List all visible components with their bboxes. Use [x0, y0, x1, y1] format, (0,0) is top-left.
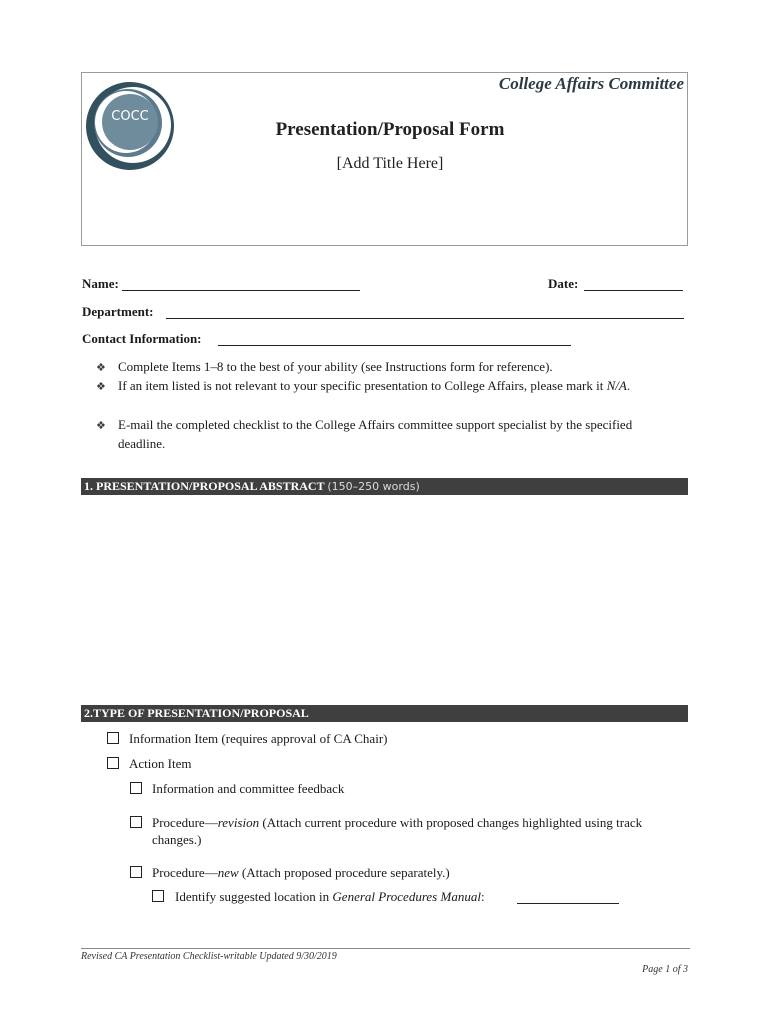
abstract-text-area[interactable] — [81, 496, 688, 701]
identify-location-label — [175, 888, 485, 905]
date-field[interactable] — [584, 290, 683, 291]
diamond-bullet-icon: ❖ — [96, 420, 106, 432]
procedure-revision-rest: (Attach current procedure with proposed changes highlighted using track changes.) — [152, 815, 643, 847]
instruction-emph: N/A — [606, 378, 627, 393]
name-field[interactable] — [122, 290, 360, 291]
instruction-item: E-mail the completed checklist to the College Affairs committee support specialist by the specified deadline. — [118, 417, 633, 451]
contact-label: Contact Information: — [82, 331, 202, 346]
footer-revision-note: Revised CA Presentation Checklist-writable Updated 9/30/2019 — [81, 951, 337, 962]
info-feedback-checkbox[interactable] — [130, 782, 142, 794]
procedure-new-prefix: Procedure— — [152, 865, 218, 880]
identify-location-checkbox[interactable] — [152, 890, 164, 902]
info-item-label: Information Item (requires approval of CA Chair) — [129, 731, 388, 746]
procedure-new-rest: (Attach proposed procedure separately.) — [238, 865, 450, 880]
form-subtitle[interactable]: [Add Title Here] — [336, 155, 444, 172]
action-item-label: Action Item — [129, 756, 192, 771]
name-label: Name: — [82, 276, 119, 291]
action-item-checkbox[interactable] — [107, 757, 119, 769]
footer-divider — [81, 948, 690, 949]
department-label: Department: — [82, 304, 154, 319]
identify-suffix: : — [480, 889, 485, 904]
diamond-bullet-icon: ❖ — [96, 381, 106, 393]
committee-name: College Affairs Committee — [498, 74, 684, 93]
procedure-revision-emph: revision — [217, 815, 260, 830]
section-abstract-header — [81, 478, 688, 495]
section-abstract-title: 1. PRESENTATION/PROPOSAL ABSTRACT — [84, 479, 325, 493]
procedure-new-label — [152, 864, 450, 881]
identify-emph: General Procedures Manual — [332, 889, 481, 904]
identify-prefix: Identify suggested location in — [175, 889, 333, 904]
procedure-new-emph: new — [217, 865, 239, 880]
procedure-revision-checkbox[interactable] — [130, 816, 142, 828]
logo-text: COCC — [111, 109, 149, 124]
identify-location-field[interactable] — [517, 903, 619, 904]
instruction-text: If an item listed is not relevant to your specific presentation to College Affairs, please mark it — [118, 378, 607, 393]
procedure-new-checkbox[interactable] — [130, 866, 142, 878]
section-type-header — [81, 705, 688, 722]
section-abstract-note: (150–250 words) — [327, 480, 420, 493]
form-title: Presentation/Proposal Form — [275, 119, 505, 140]
instruction-item — [118, 376, 663, 395]
diamond-bullet-icon: ❖ — [96, 362, 106, 374]
contact-field[interactable] — [218, 345, 571, 346]
instruction-text-end: . — [626, 378, 631, 393]
procedure-revision-label — [152, 814, 687, 848]
page-number: Page 1 of 3 — [642, 964, 688, 975]
info-item-checkbox[interactable] — [107, 732, 119, 744]
department-field[interactable] — [166, 318, 684, 319]
date-label: Date: — [548, 276, 579, 291]
procedure-revision-prefix: Procedure— — [152, 815, 218, 830]
info-feedback-label: Information and committee feedback — [152, 781, 345, 796]
instruction-item: Complete Items 1–8 to the best of your ability (see Instructions form for reference). — [118, 359, 553, 374]
section-type-title: 2.TYPE OF PRESENTATION/PROPOSAL — [84, 706, 309, 720]
